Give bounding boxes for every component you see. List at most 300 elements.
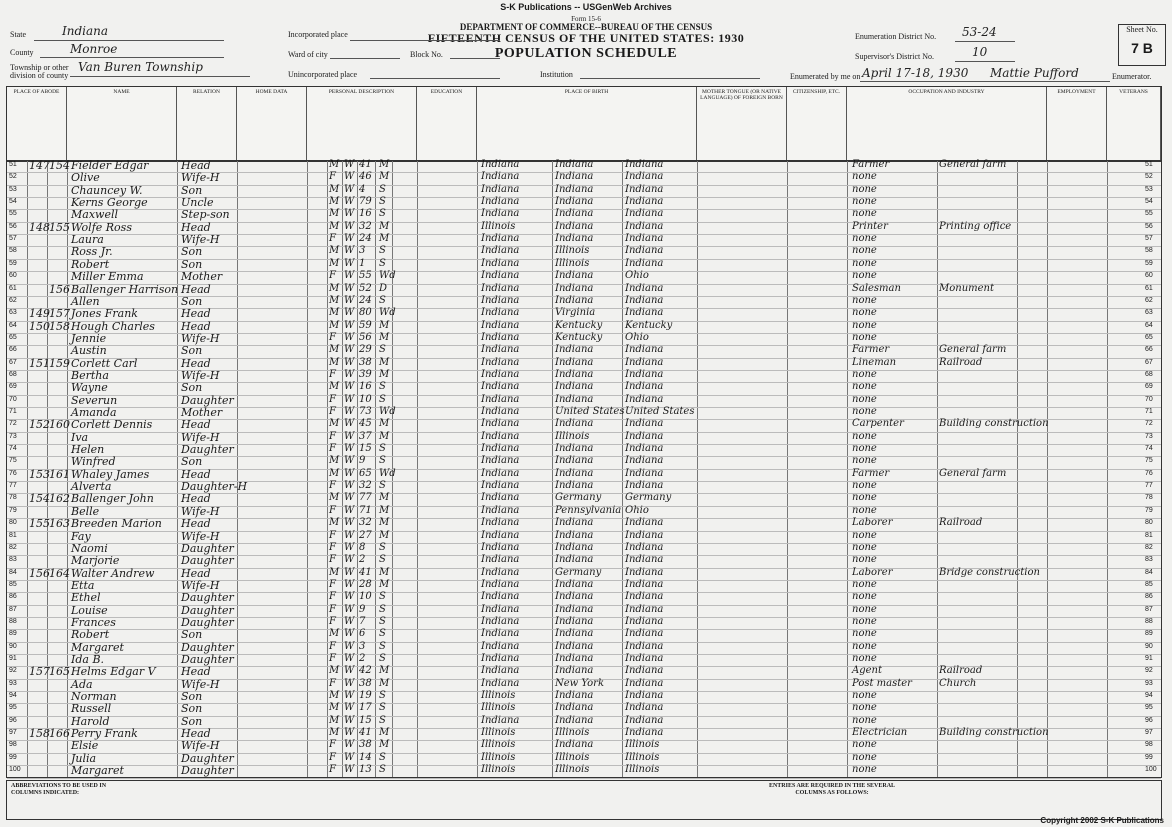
cell-marital: M (379, 233, 390, 245)
cell-dwelling: 148 (29, 220, 50, 234)
cell-age: 28 (359, 578, 372, 590)
cell-occupation: none (852, 196, 877, 208)
cell-birth: Indiana (481, 196, 520, 208)
cell-father: Indiana (555, 393, 594, 405)
cell-occupation: none (852, 294, 877, 306)
line-number: 57 (9, 235, 17, 243)
cell-birth: Illinois (481, 727, 516, 739)
cell-name: Winfred (71, 455, 116, 469)
cell-name: Ballenger John (71, 492, 154, 506)
cell-occupation: none (852, 504, 877, 516)
line-number: 97 (9, 729, 17, 737)
sheet-number-box (1118, 24, 1166, 66)
cell-relation: Son (181, 628, 203, 642)
cell-industry: Printing office (939, 220, 1012, 232)
cell-dwelling: 149 (29, 307, 50, 321)
cell-industry: Building construction (939, 727, 1049, 739)
line-number: 60 (9, 272, 17, 280)
cell-age: 15 (359, 443, 372, 455)
cell-birth: Indiana (481, 480, 520, 492)
line-number: 67 (9, 358, 17, 366)
cell-father: Indiana (555, 640, 594, 652)
cell-name: Whaley James (71, 467, 150, 481)
cell-birth: Indiana (481, 418, 520, 430)
cell-relation: Daughter (181, 653, 234, 666)
cell-mother: Indiana (625, 566, 664, 578)
cell-birth: Indiana (481, 504, 520, 516)
cell-name: Norman (71, 690, 117, 704)
cell-birth: Indiana (481, 406, 520, 417)
line-number: 79 (1145, 506, 1153, 514)
cell-father: Indiana (555, 381, 594, 393)
cell-relation: Son (181, 381, 203, 395)
cell-father: Indiana (555, 467, 594, 479)
line-number: 52 (9, 173, 17, 181)
column-group-3: HOME DATA (237, 87, 307, 161)
line-number: 94 (9, 692, 17, 700)
cell-mother: Indiana (625, 628, 664, 640)
cell-family: 162 (49, 492, 70, 506)
column-group-1: NAME (67, 87, 177, 161)
cell-name: Marjorie (71, 554, 120, 568)
cell-race: W (344, 220, 355, 232)
line-number: 74 (1145, 445, 1153, 453)
line-number: 51 (9, 161, 17, 168)
cell-name: Jennie (71, 331, 107, 345)
cell-race: W (344, 640, 355, 652)
cell-birth: Illinois (481, 690, 516, 702)
form-number: Form 15-6 (571, 15, 601, 23)
cell-mother: Germany (625, 492, 672, 504)
cell-age: 38 (359, 739, 372, 751)
cell-industry: General farm (939, 159, 1007, 170)
cell-birth: Indiana (481, 381, 520, 393)
line-number: 90 (9, 642, 17, 650)
cell-father: Illinois (555, 727, 590, 739)
cell-race: W (344, 393, 355, 405)
line-number: 66 (9, 346, 17, 354)
line-number: 73 (1145, 432, 1153, 440)
cell-marital: S (379, 480, 386, 492)
cell-birth: Indiana (481, 615, 520, 627)
entries-heading: ENTRIES ARE REQUIRED IN THE SEVERAL COLUMNS AS FOLLOWS: (768, 783, 896, 797)
cell-sex: M (329, 727, 340, 739)
line-number: 55 (1145, 210, 1153, 218)
cell-marital: S (379, 443, 386, 455)
cell-birth: Indiana (481, 331, 520, 343)
cell-occupation: Farmer (852, 159, 890, 170)
cell-occupation: Printer (852, 220, 888, 232)
cell-birth: Indiana (481, 282, 520, 294)
cell-family: 159 (49, 356, 70, 370)
cell-age: 8 (359, 541, 366, 553)
cell-age: 80 (359, 307, 372, 319)
enumerator-name: Mattie Pufford (990, 66, 1079, 80)
cell-father: Indiana (555, 196, 594, 208)
line-number: 87 (9, 605, 17, 613)
cell-marital: S (379, 764, 386, 776)
cell-occupation: none (852, 702, 877, 714)
line-number: 72 (1145, 420, 1153, 428)
cell-industry: Church (939, 677, 977, 689)
line-number: 71 (1145, 408, 1153, 415)
line-number: 85 (1145, 580, 1153, 588)
cell-name: Ballenger Harrison (71, 282, 179, 296)
cell-marital: S (379, 690, 386, 702)
cell-father: Kentucky (555, 319, 603, 331)
cell-father: Indiana (555, 653, 594, 664)
cell-family: 161 (49, 467, 70, 481)
line-number: 58 (1145, 247, 1153, 255)
cell-dwelling: 153 (29, 467, 50, 481)
line-number: 85 (9, 580, 17, 588)
cell-mother: Indiana (625, 171, 664, 183)
cell-marital: M (379, 529, 390, 541)
cell-age: 19 (359, 690, 372, 702)
line-number: 84 (9, 568, 17, 576)
cell-dwelling: 155 (29, 517, 50, 531)
cell-sex: F (329, 554, 336, 566)
cell-name: Harold (71, 714, 110, 728)
cell-age: 39 (359, 368, 372, 380)
line-number: 53 (9, 185, 17, 193)
cell-relation: Step-son (181, 208, 230, 222)
line-number: 92 (9, 667, 17, 675)
copyright-notice: Copyright 2002 S-K Publications (1040, 816, 1164, 825)
cell-sex: M (329, 307, 340, 319)
line-number: 62 (9, 296, 17, 304)
cell-mother: Indiana (625, 480, 664, 492)
cell-sex: M (329, 344, 340, 356)
cell-name: Alverta (71, 480, 112, 494)
line-number: 99 (1145, 753, 1153, 761)
cell-occupation: Post master (852, 677, 912, 689)
cell-name: Fielder Edgar (71, 159, 149, 172)
cell-race: W (344, 714, 355, 726)
cell-sex: M (329, 282, 340, 294)
cell-name: Allen (71, 294, 100, 308)
cell-sex: F (329, 764, 336, 776)
cell-dwelling: 156 (29, 566, 50, 580)
cell-father: United States (555, 406, 625, 417)
column-group-11: VETERANS (1107, 87, 1161, 161)
cell-mother: Kentucky (625, 319, 673, 331)
cell-age: 38 (359, 677, 372, 689)
cell-name: Robert (71, 628, 110, 642)
cell-birth: Illinois (481, 764, 516, 776)
line-number: 66 (1145, 346, 1153, 354)
cell-mother: Indiana (625, 208, 664, 220)
cell-marital: M (379, 492, 390, 504)
cell-marital: S (379, 591, 386, 603)
cell-marital: S (379, 653, 386, 664)
line-number: 98 (9, 741, 17, 749)
cell-industry: Building construction (939, 418, 1049, 430)
cell-marital: M (379, 331, 390, 343)
cell-race: W (344, 331, 355, 343)
line-number: 84 (1145, 568, 1153, 576)
cell-marital: M (379, 220, 390, 232)
cell-father: Indiana (555, 591, 594, 603)
cell-mother: Ohio (625, 504, 649, 516)
cell-father: Indiana (555, 480, 594, 492)
unincorporated-label: Unincorporated place (288, 70, 358, 79)
cell-mother: Indiana (625, 307, 664, 319)
schedule-footer (6, 780, 1162, 820)
line-number: 57 (1145, 235, 1153, 243)
column-group-2: RELATION (177, 87, 237, 161)
cell-family: 157 (49, 307, 70, 321)
cell-age: 1 (359, 257, 366, 269)
cell-age: 38 (359, 356, 372, 368)
line-number: 100 (9, 766, 21, 774)
cell-marital: M (379, 566, 390, 578)
cell-age: 45 (359, 418, 372, 430)
cell-industry: Bridge construction (939, 566, 1040, 578)
cell-father: Illinois (555, 764, 590, 776)
cell-marital: M (379, 578, 390, 590)
line-number: 91 (1145, 655, 1153, 662)
cell-occupation: Agent (852, 665, 882, 677)
cell-relation: Wife-H (181, 739, 220, 753)
cell-relation: Son (181, 690, 203, 704)
line-number: 64 (9, 321, 17, 329)
cell-age: 42 (359, 665, 372, 677)
cell-occupation: none (852, 455, 877, 467)
cell-father: Germany (555, 566, 602, 578)
cell-race: W (344, 196, 355, 208)
cell-mother: Indiana (625, 356, 664, 368)
cell-marital: S (379, 702, 386, 714)
line-number: 63 (9, 309, 17, 317)
cell-marital: M (379, 430, 390, 442)
cell-father: Germany (555, 492, 602, 504)
cell-occupation: none (852, 245, 877, 257)
enumerated-label: Enumerated by me on (790, 72, 861, 81)
cell-relation: Wife-H (181, 578, 220, 592)
cell-birth: Indiana (481, 677, 520, 689)
line-number: 83 (9, 556, 17, 564)
cell-birth: Illinois (481, 220, 516, 232)
cell-occupation: none (852, 578, 877, 590)
cell-mother: Indiana (625, 702, 664, 714)
cell-sex: M (329, 665, 340, 677)
cell-age: 15 (359, 714, 372, 726)
cell-occupation: Salesman (852, 282, 901, 294)
cell-occupation: none (852, 480, 877, 492)
cell-occupation: Farmer (852, 467, 890, 479)
cell-relation: Son (181, 455, 203, 469)
cell-name: Margaret (71, 764, 124, 778)
cell-dwelling: 152 (29, 418, 50, 432)
line-number: 55 (9, 210, 17, 218)
cell-birth: Illinois (481, 751, 516, 763)
cell-marital: S (379, 245, 386, 257)
cell-age: 2 (359, 554, 366, 566)
line-number: 59 (1145, 259, 1153, 267)
cell-age: 55 (359, 270, 372, 282)
cell-birth: Indiana (481, 467, 520, 479)
line-number: 59 (9, 259, 17, 267)
cell-age: 17 (359, 702, 372, 714)
cell-sex: F (329, 171, 336, 183)
cell-sex: F (329, 270, 336, 282)
cell-occupation: none (852, 603, 877, 615)
cell-mother: Indiana (625, 159, 664, 170)
publisher-banner: S-K Publications -- USGenWeb Archives (500, 2, 672, 12)
cell-age: 46 (359, 171, 372, 183)
cell-marital: M (379, 319, 390, 331)
cell-relation: Head (181, 418, 211, 432)
cell-birth: Indiana (481, 591, 520, 603)
cell-name: Wolfe Ross (71, 220, 132, 234)
cell-birth: Indiana (481, 492, 520, 504)
cell-age: 3 (359, 640, 366, 652)
cell-occupation: Laborer (852, 517, 893, 529)
cell-father: Indiana (555, 233, 594, 245)
cell-family: 165 (49, 665, 70, 679)
cell-age: 7 (359, 615, 366, 627)
cell-industry: Railroad (939, 517, 983, 529)
cell-race: W (344, 430, 355, 442)
cell-father: Indiana (555, 739, 594, 751)
line-number: 52 (1145, 173, 1153, 181)
cell-sex: F (329, 480, 336, 492)
cell-name: Amanda (71, 406, 117, 419)
line-number: 86 (9, 593, 17, 601)
cell-race: W (344, 554, 355, 566)
line-number: 63 (1145, 309, 1153, 317)
line-number: 62 (1145, 296, 1153, 304)
cell-mother: Indiana (625, 603, 664, 615)
cell-occupation: none (852, 443, 877, 455)
cell-birth: Indiana (481, 159, 520, 170)
cell-race: W (344, 541, 355, 553)
cell-relation: Daughter (181, 764, 234, 778)
line-number: 79 (9, 506, 17, 514)
column-group-4: PERSONAL DESCRIPTION (307, 87, 417, 161)
cell-name: Ida B. (71, 653, 105, 666)
cell-race: W (344, 245, 355, 257)
cell-mother: United States (625, 406, 695, 417)
cell-occupation: Electrician (852, 727, 908, 739)
cell-sex: M (329, 492, 340, 504)
cell-name: Breeden Marion (71, 517, 162, 531)
cell-birth: Indiana (481, 665, 520, 677)
cell-race: W (344, 368, 355, 380)
cell-marital: S (379, 541, 386, 553)
cell-marital: M (379, 677, 390, 689)
cell-occupation: none (852, 307, 877, 319)
line-number: 91 (9, 655, 17, 662)
cell-age: 79 (359, 196, 372, 208)
line-number: 82 (9, 543, 17, 551)
cell-sex: M (329, 220, 340, 232)
cell-marital: Wd (379, 467, 396, 479)
cell-marital: S (379, 183, 386, 195)
cell-race: W (344, 443, 355, 455)
cell-birth: Indiana (481, 628, 520, 640)
cell-occupation: none (852, 591, 877, 603)
cell-age: 41 (359, 159, 372, 170)
line-number: 72 (9, 420, 17, 428)
cell-industry: General farm (939, 467, 1007, 479)
cell-name: Etta (71, 578, 95, 592)
cell-sex: F (329, 393, 336, 405)
cell-marital: S (379, 208, 386, 220)
cell-sex: F (329, 529, 336, 541)
cell-mother: Indiana (625, 393, 664, 405)
cell-mother: Indiana (625, 294, 664, 306)
cell-age: 9 (359, 603, 366, 615)
cell-family: 163 (49, 517, 70, 531)
cell-birth: Indiana (481, 578, 520, 590)
enum-district-value: 53-24 (962, 25, 997, 39)
cell-industry: Railroad (939, 665, 983, 677)
cell-sex: M (329, 183, 340, 195)
cell-mother: Ohio (625, 270, 649, 282)
line-number: 73 (9, 432, 17, 440)
cell-occupation: none (852, 714, 877, 726)
cell-occupation: none (852, 393, 877, 405)
cell-age: 16 (359, 381, 372, 393)
cell-marital: S (379, 628, 386, 640)
cell-race: W (344, 615, 355, 627)
cell-occupation: none (852, 653, 877, 664)
cell-race: W (344, 307, 355, 319)
column-group-9: OCCUPATION AND INDUSTRY (847, 87, 1047, 161)
cell-occupation: none (852, 368, 877, 380)
cell-relation: Head (181, 307, 211, 321)
line-number: 53 (1145, 185, 1153, 193)
cell-mother: Ohio (625, 331, 649, 343)
township-label: Township or other division of county (10, 63, 69, 80)
cell-father: Indiana (555, 702, 594, 714)
cell-race: W (344, 739, 355, 751)
state-value: Indiana (62, 24, 109, 38)
cell-age: 41 (359, 727, 372, 739)
cell-name: Corlett Carl (71, 356, 138, 370)
cell-birth: Indiana (481, 529, 520, 541)
cell-mother: Indiana (625, 578, 664, 590)
cell-marital: S (379, 393, 386, 405)
township-value: Van Buren Township (78, 60, 203, 74)
schedule-grid (6, 160, 1162, 778)
cell-name: Frances (71, 615, 116, 629)
cell-race: W (344, 294, 355, 306)
cell-sex: M (329, 566, 340, 578)
cell-race: W (344, 480, 355, 492)
cell-mother: Indiana (625, 554, 664, 566)
cell-father: Indiana (555, 183, 594, 195)
line-number: 97 (1145, 729, 1153, 737)
line-number: 92 (1145, 667, 1153, 675)
cell-father: Indiana (555, 615, 594, 627)
cell-father: Illinois (555, 751, 590, 763)
cell-name: Ethel (71, 591, 101, 605)
cell-sex: F (329, 430, 336, 442)
cell-relation: Daughter (181, 541, 234, 555)
sheet-number: 7 B (1131, 40, 1153, 56)
cell-race: W (344, 727, 355, 739)
line-number: 68 (1145, 370, 1153, 378)
cell-occupation: Farmer (852, 344, 890, 356)
cell-race: W (344, 381, 355, 393)
cell-age: 13 (359, 764, 372, 776)
cell-race: W (344, 702, 355, 714)
line-number: 88 (9, 617, 17, 625)
line-number: 75 (1145, 457, 1153, 465)
